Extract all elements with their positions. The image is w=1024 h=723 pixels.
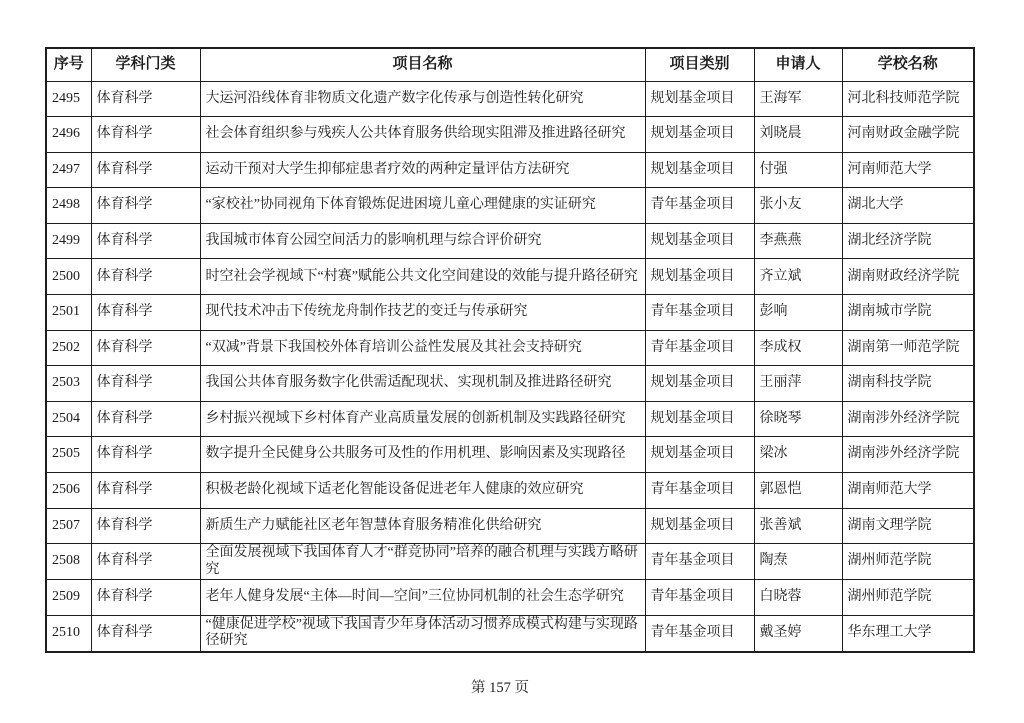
table-row [46, 544, 974, 580]
cell-discipline: 体育科学 [91, 544, 200, 580]
cell-school: 湖南师范大学 [842, 473, 974, 509]
cell-category: 青年基金项目 [645, 473, 754, 509]
cell-school: 湖南第一师范学院 [842, 330, 974, 366]
table-row [46, 295, 974, 331]
cell-project: 新质生产力赋能社区老年智慧体育服务精准化供给研究 [200, 508, 645, 544]
column-header-0: 序号 [46, 48, 91, 81]
cell-category: 规划基金项目 [645, 508, 754, 544]
cell-school: 湖南科技学院 [842, 366, 974, 402]
cell-applicant: 戴圣婷 [754, 615, 842, 652]
cell-category: 青年基金项目 [645, 580, 754, 616]
cell-no: 2507 [46, 508, 91, 544]
table-row [46, 81, 974, 117]
cell-school: 华东理工大学 [842, 615, 974, 652]
cell-no: 2499 [46, 223, 91, 259]
cell-discipline: 体育科学 [91, 188, 200, 224]
cell-project: “双减”背景下我国校外体育培训公益性发展及其社会支持研究 [200, 330, 645, 366]
table-row [46, 437, 974, 473]
cell-applicant: 徐晓琴 [754, 401, 842, 437]
projects-table [45, 47, 975, 653]
cell-applicant: 彭响 [754, 295, 842, 331]
column-header-5: 学校名称 [842, 48, 974, 81]
cell-project: “家校社”协同视角下体育锻炼促进困境儿童心理健康的实证研究 [200, 188, 645, 224]
cell-no: 2502 [46, 330, 91, 366]
cell-no: 2501 [46, 295, 91, 331]
cell-discipline: 体育科学 [91, 259, 200, 295]
table-row [46, 401, 974, 437]
table-header-row [46, 48, 974, 81]
cell-project: 老年人健身发展“主体—时间—空间”三位协同机制的社会生态学研究 [200, 580, 645, 616]
cell-school: 湖南涉外经济学院 [842, 437, 974, 473]
cell-applicant: 李成权 [754, 330, 842, 366]
cell-applicant: 白晓蓉 [754, 580, 842, 616]
cell-applicant: 李燕燕 [754, 223, 842, 259]
cell-project: 全面发展视域下我国体育人才“群竞协同”培养的融合机理与实践方略研究 [200, 544, 645, 580]
cell-school: 湖南文理学院 [842, 508, 974, 544]
cell-no: 2497 [46, 152, 91, 188]
table-row [46, 615, 974, 652]
cell-school: 河北科技师范学院 [842, 81, 974, 117]
cell-project: 数字提升全民健身公共服务可及性的作用机理、影响因素及实现路径 [200, 437, 645, 473]
cell-project: 运动干预对大学生抑郁症患者疗效的两种定量评估方法研究 [200, 152, 645, 188]
column-header-4: 申请人 [754, 48, 842, 81]
cell-no: 2508 [46, 544, 91, 580]
cell-school: 湖州师范学院 [842, 544, 974, 580]
cell-school: 湖北经济学院 [842, 223, 974, 259]
cell-discipline: 体育科学 [91, 366, 200, 402]
cell-school: 湖州师范学院 [842, 580, 974, 616]
cell-project: 大运河沿线体育非物质文化遗产数字化传承与创造性转化研究 [200, 81, 645, 117]
cell-no: 2509 [46, 580, 91, 616]
table-row [46, 223, 974, 259]
cell-category: 规划基金项目 [645, 117, 754, 153]
cell-applicant: 齐立斌 [754, 259, 842, 295]
cell-applicant: 郭恩恺 [754, 473, 842, 509]
column-header-2: 项目名称 [200, 48, 645, 81]
cell-discipline: 体育科学 [91, 295, 200, 331]
cell-category: 规划基金项目 [645, 366, 754, 402]
column-header-1: 学科门类 [91, 48, 200, 81]
cell-category: 青年基金项目 [645, 188, 754, 224]
cell-discipline: 体育科学 [91, 81, 200, 117]
cell-no: 2506 [46, 473, 91, 509]
cell-school: 湖南城市学院 [842, 295, 974, 331]
table-row [46, 117, 974, 153]
cell-school: 湖南涉外经济学院 [842, 401, 974, 437]
cell-category: 青年基金项目 [645, 295, 754, 331]
cell-applicant: 张善斌 [754, 508, 842, 544]
cell-category: 规划基金项目 [645, 259, 754, 295]
cell-project: 我国公共体育服务数字化供需适配现状、实现机制及推进路径研究 [200, 366, 645, 402]
cell-school: 河南师范大学 [842, 152, 974, 188]
cell-discipline: 体育科学 [91, 508, 200, 544]
cell-no: 2500 [46, 259, 91, 295]
cell-no: 2503 [46, 366, 91, 402]
cell-no: 2505 [46, 437, 91, 473]
cell-project: 社会体育组织参与残疾人公共体育服务供给现实阻滞及推进路径研究 [200, 117, 645, 153]
cell-category: 青年基金项目 [645, 330, 754, 366]
cell-discipline: 体育科学 [91, 117, 200, 153]
table-body [46, 81, 974, 652]
cell-discipline: 体育科学 [91, 401, 200, 437]
cell-project: 乡村振兴视域下乡村体育产业高质量发展的创新机制及实践路径研究 [200, 401, 645, 437]
cell-applicant: 张小友 [754, 188, 842, 224]
cell-project: 积极老龄化视域下适老化智能设备促进老年人健康的效应研究 [200, 473, 645, 509]
column-header-3: 项目类别 [645, 48, 754, 81]
cell-applicant: 王海军 [754, 81, 842, 117]
cell-applicant: 付强 [754, 152, 842, 188]
cell-discipline: 体育科学 [91, 473, 200, 509]
cell-category: 规划基金项目 [645, 223, 754, 259]
cell-applicant: 梁冰 [754, 437, 842, 473]
cell-school: 湖北大学 [842, 188, 974, 224]
cell-no: 2495 [46, 81, 91, 117]
cell-category: 规划基金项目 [645, 152, 754, 188]
cell-project: 时空社会学视域下“村赛”赋能公共文化空间建设的效能与提升路径研究 [200, 259, 645, 295]
table-row [46, 259, 974, 295]
page-number: 第 157 页 [471, 680, 529, 696]
cell-no: 2504 [46, 401, 91, 437]
cell-discipline: 体育科学 [91, 615, 200, 652]
cell-discipline: 体育科学 [91, 223, 200, 259]
cell-no: 2498 [46, 188, 91, 224]
cell-discipline: 体育科学 [91, 152, 200, 188]
cell-category: 青年基金项目 [645, 615, 754, 652]
cell-no: 2496 [46, 117, 91, 153]
cell-discipline: 体育科学 [91, 330, 200, 366]
table-row [46, 366, 974, 402]
cell-project: 现代技术冲击下传统龙舟制作技艺的变迁与传承研究 [200, 295, 645, 331]
cell-discipline: 体育科学 [91, 580, 200, 616]
table-row [46, 508, 974, 544]
cell-discipline: 体育科学 [91, 437, 200, 473]
cell-category: 规划基金项目 [645, 437, 754, 473]
cell-applicant: 刘晓晨 [754, 117, 842, 153]
cell-project: “健康促进学校”视域下我国青少年身体活动习惯养成模式构建与实现路径研究 [200, 615, 645, 652]
table-row [46, 152, 974, 188]
cell-category: 规划基金项目 [645, 81, 754, 117]
cell-category: 规划基金项目 [645, 401, 754, 437]
cell-category: 青年基金项目 [645, 544, 754, 580]
table-row [46, 473, 974, 509]
cell-no: 2510 [46, 615, 91, 652]
cell-school: 河南财政金融学院 [842, 117, 974, 153]
table-row [46, 580, 974, 616]
cell-project: 我国城市体育公园空间活力的影响机理与综合评价研究 [200, 223, 645, 259]
cell-school: 湖南财政经济学院 [842, 259, 974, 295]
table-row [46, 330, 974, 366]
cell-applicant: 王丽萍 [754, 366, 842, 402]
table-row [46, 188, 974, 224]
cell-applicant: 陶焘 [754, 544, 842, 580]
